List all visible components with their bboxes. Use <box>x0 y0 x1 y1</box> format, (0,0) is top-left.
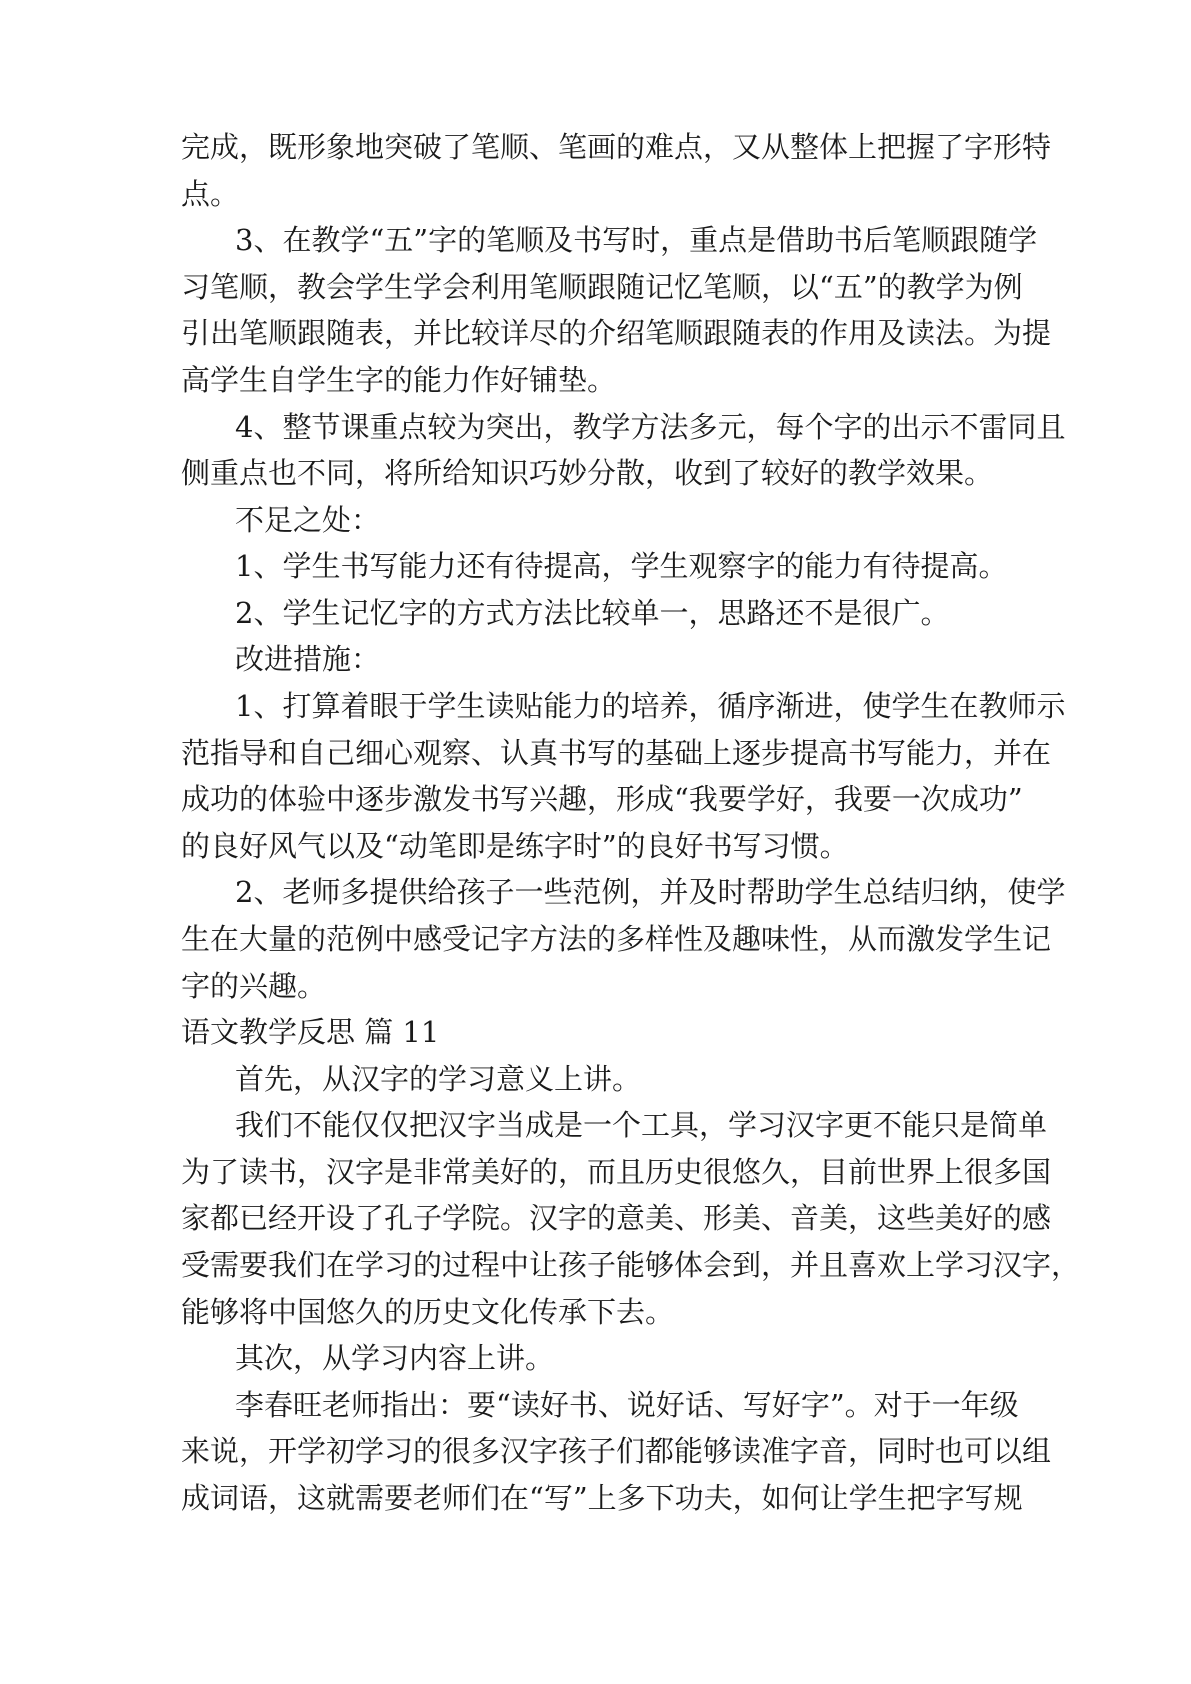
text-line: 高学生自学生字的能力作好铺垫。 <box>181 363 617 397</box>
paragraph: 李春旺老师指出：要“读好书、说好话、写好字”。对于一年级 <box>235 1388 1019 1422</box>
text-line: 能够将中国悠久的历史文化传承下去。 <box>181 1295 675 1329</box>
text-line: 范指导和自己细心观察、认真书写的基础上逐步提高书写能力，并在 <box>181 736 1052 770</box>
text-line: 家都已经开设了孔子学院。汉字的意美、形美、音美，这些美好的感 <box>181 1201 1052 1235</box>
text-line: 字的兴趣。 <box>181 969 327 1003</box>
text-line: 受需要我们在学习的过程中让孩子能够体会到，并且喜欢上学习汉字， <box>181 1248 1081 1282</box>
section-title: 语文教学反思 篇 11 <box>181 1015 440 1049</box>
text-line: 习笔顺，教会学生学会利用笔顺跟随记忆笔顺，以“五”的教学为例 <box>181 270 1023 304</box>
text-line: 成功的体验中逐步激发书写兴趣，形成“我要学好，我要一次成功” <box>181 782 1023 816</box>
improvement-1: 1、打算着眼于学生读贴能力的培养，循序渐进，使学生在教师示 <box>235 689 1066 723</box>
text-line: 生在大量的范例中感受记字方法的多样性及趣味性，从而激发学生记 <box>181 922 1052 956</box>
paragraph: 我们不能仅仅把汉字当成是一个工具，学习汉字更不能只是简单 <box>235 1108 1048 1142</box>
shortcoming-1: 1、学生书写能力还有待提高，学生观察字的能力有待提高。 <box>235 549 1008 583</box>
text-line: 的良好风气以及“动笔即是练字时”的良好书写习惯。 <box>181 829 849 863</box>
paragraph-4: 4、整节课重点较为突出，教学方法多元，每个字的出示不雷同且 <box>235 410 1066 444</box>
improvement-2: 2、老师多提供给孩子一些范例，并及时帮助学生总结归纳，使学 <box>235 875 1066 909</box>
improvements-heading: 改进措施： <box>235 642 381 676</box>
text-line: 点。 <box>181 177 240 211</box>
paragraph-second: 其次，从学习内容上讲。 <box>235 1341 555 1375</box>
text-line: 完成，既形象地突破了笔顺、笔画的难点，又从整体上把握了字形特 <box>181 130 1052 164</box>
shortcomings-heading: 不足之处： <box>235 503 381 537</box>
text-line: 为了读书，汉字是非常美好的，而且历史很悠久，目前世界上很多国 <box>181 1155 1052 1189</box>
shortcoming-2: 2、学生记忆字的方式方法比较单一，思路还不是很广。 <box>235 596 950 630</box>
paragraph-first: 首先，从汉字的学习意义上讲。 <box>235 1062 642 1096</box>
text-line: 来说，开学初学习的很多汉字孩子们都能够读准字音，同时也可以组 <box>181 1434 1052 1468</box>
text-line: 侧重点也不同，将所给知识巧妙分散，收到了较好的教学效果。 <box>181 456 994 490</box>
text-line: 成词语，这就需要老师们在“写”上多下功夫，如何让学生把字写规 <box>181 1481 1023 1515</box>
text-line: 引出笔顺跟随表，并比较详尽的介绍笔顺跟随表的作用及读法。为提 <box>181 316 1052 350</box>
paragraph-3: 3、在教学“五”字的笔顺及书写时，重点是借助书后笔顺跟随学 <box>235 223 1038 257</box>
